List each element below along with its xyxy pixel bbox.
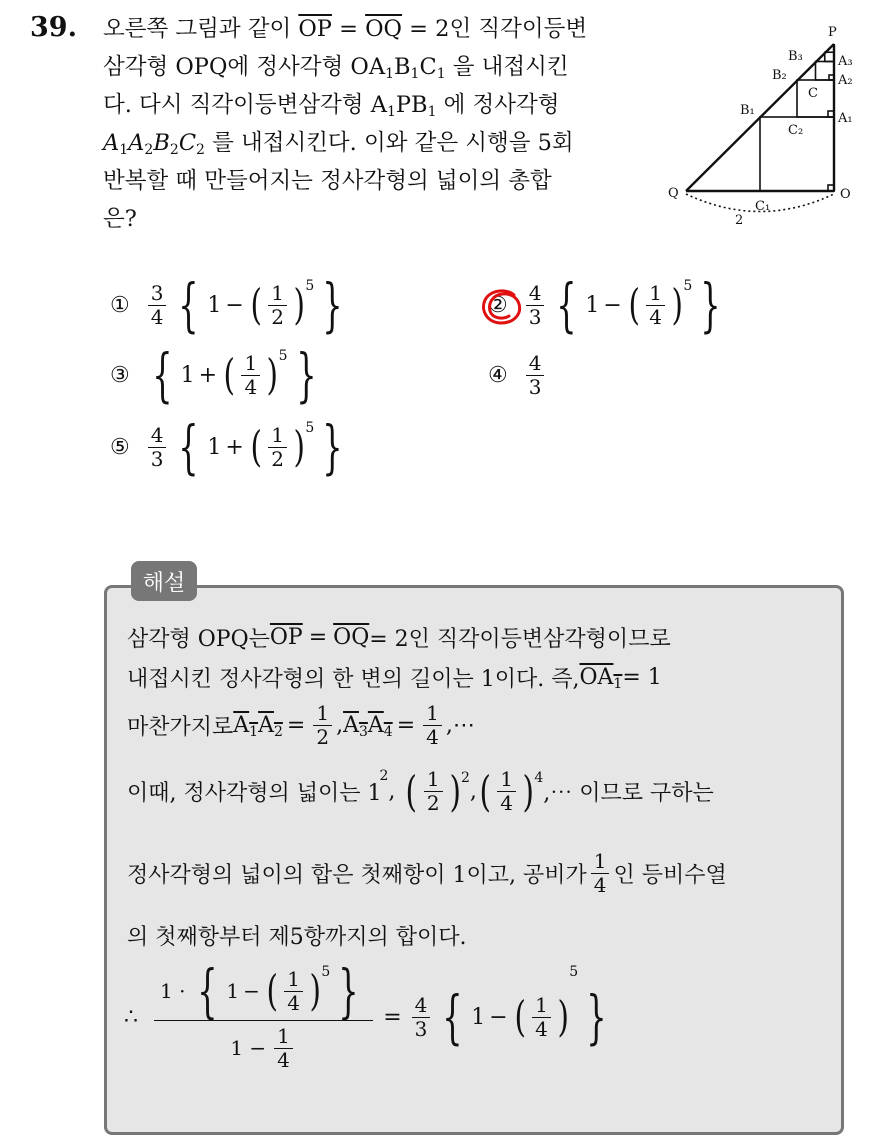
choice-mark: ② (488, 292, 508, 318)
denominator: 4 (500, 791, 513, 815)
one: 1 (585, 292, 600, 318)
left-brace: { (197, 957, 219, 1025)
choice-mark: ① (110, 292, 130, 318)
left-brace: { (442, 983, 463, 1051)
denominator: 3 (528, 375, 542, 399)
numerator: 4 (412, 994, 431, 1018)
left-paren: ( (514, 992, 526, 1041)
choice-mark: ③ (110, 362, 130, 388)
solution-tag: 해설 (131, 561, 197, 601)
one: 1 (180, 362, 195, 388)
question-line-2 (103, 48, 648, 86)
subscript: 1 (119, 142, 129, 158)
fraction-half (424, 768, 443, 815)
q-text-span: 를 내접시킨다. 이와 같은 시행을 5회 (212, 130, 574, 156)
sol-text: 의 첫째항부터 제5항까지의 합이다. (127, 925, 467, 950)
numerator: 1 (268, 282, 287, 306)
right-brace: } (586, 983, 607, 1051)
equals-sign: = (383, 1004, 402, 1030)
question-line-4 (103, 124, 648, 162)
coef-fraction (526, 282, 545, 329)
fraction-quarter (497, 768, 516, 815)
right-brace: } (700, 271, 721, 339)
subscript: 1 (436, 66, 446, 82)
square-3 (816, 62, 835, 81)
left-paren: ( (250, 422, 262, 471)
exponent: 5 (683, 278, 693, 294)
left-brace: { (178, 271, 200, 339)
operator: − (243, 978, 260, 1003)
right-paren: ) (522, 766, 534, 816)
subscript: 2 (169, 142, 179, 158)
left-paren: ( (266, 966, 278, 1015)
sol-text: 인 등비수열 (613, 863, 727, 888)
denominator: 4 (535, 1016, 548, 1041)
exponent: 4 (534, 770, 544, 786)
operator: − (603, 292, 622, 318)
label-a3: A₃ (838, 54, 853, 69)
denominator: 4 (426, 725, 439, 749)
sol-text: A (258, 713, 274, 738)
choice-mark: ④ (488, 363, 508, 388)
solution-line-1 (127, 622, 671, 653)
denominator: 2 (271, 446, 284, 471)
choice-3[interactable] (110, 341, 324, 409)
sol-text: A (367, 713, 384, 738)
solution-line-5 (127, 850, 727, 897)
right-paren: ) (557, 992, 569, 1041)
right-paren: ) (293, 422, 305, 471)
question-number: 39. (30, 12, 77, 43)
denominator: 4 (287, 990, 300, 1015)
left-paren: ( (479, 766, 491, 816)
fraction-quarter (284, 968, 303, 1015)
brace-group (170, 271, 351, 339)
denominator: 4 (593, 873, 607, 897)
fraction-quarter (532, 994, 551, 1041)
fraction-quarter (591, 850, 610, 897)
denominator: 4 (244, 374, 258, 399)
subscript: 1 (386, 104, 396, 120)
right-brace: } (338, 957, 359, 1025)
left-paren: ( (628, 280, 640, 329)
label-a1: A₁ (838, 111, 853, 126)
subscript: 1 (249, 724, 259, 740)
brace-group (170, 413, 351, 481)
numerator: 1 (646, 282, 665, 306)
question-line-5: 반복할 때 만들어지는 정사각형의 넓이의 총합 (103, 168, 552, 194)
sol-text: = 2인 직각이등변삼각형이므로 (369, 627, 671, 652)
sol-text: 마찬가지로 (127, 715, 234, 740)
solution-line-4 (127, 768, 714, 815)
operator: − (225, 292, 244, 318)
q-text-span: = 2인 직각이등변 (402, 16, 588, 42)
subscript: 4 (383, 724, 393, 740)
q-text-span: 을 내접시킨 (452, 54, 569, 80)
subscript: 2 (144, 142, 154, 158)
one: 1 (226, 978, 240, 1003)
big-numerator (154, 957, 373, 1025)
q-text-span: A (128, 130, 145, 156)
label-p: P (828, 25, 837, 40)
q-text-span: PB (395, 92, 428, 118)
solution-line-6 (127, 920, 467, 951)
left-paren: ( (250, 280, 262, 329)
sol-text: A (343, 713, 359, 738)
right-brace: } (322, 271, 343, 339)
exponent: 2 (460, 770, 470, 786)
question-text (103, 10, 648, 238)
label-b2: B₂ (772, 68, 787, 83)
numerator: 4 (148, 424, 167, 448)
choice-mark: ⑤ (110, 434, 130, 460)
fraction-quarter (423, 702, 442, 749)
right-paren: ) (293, 280, 305, 329)
denominator: 3 (414, 1016, 428, 1041)
sol-text: = (308, 625, 328, 650)
exponent: 5 (569, 964, 579, 980)
segment-a3a4 (343, 713, 393, 738)
sol-text: OA (579, 665, 614, 690)
left-paren: ( (223, 350, 236, 399)
q-text-span: C (419, 54, 437, 80)
right-paren: ) (449, 766, 461, 816)
one: 1 (207, 292, 222, 318)
answer-circle-mark (480, 287, 526, 327)
numerator: 1 (532, 994, 551, 1018)
exponent: 5 (305, 278, 315, 294)
question-line-6: 은? (103, 206, 137, 232)
segment-a1a2 (233, 713, 283, 738)
label-b3: B₃ (788, 49, 803, 64)
right-angle-mark-a2 (829, 75, 834, 80)
label-q: Q (668, 186, 679, 201)
denominator: 2 (271, 304, 284, 329)
numerator: 1 (274, 1025, 293, 1049)
subscript: 2 (273, 724, 283, 740)
right-paren: ) (266, 350, 279, 399)
label-b1: B₁ (740, 103, 755, 118)
subscript: 1 (613, 676, 623, 692)
big-denominator (227, 1021, 300, 1072)
denominator: 3 (150, 446, 164, 471)
coef-fraction (526, 352, 545, 399)
sol-text: 내접시킨 정사각형의 한 변의 길이는 1이다. 즉, (127, 667, 580, 692)
brace-group (144, 341, 325, 409)
base-fraction (268, 424, 287, 471)
numerator: 4 (526, 352, 545, 376)
therefore-symbol: ∴ (124, 1004, 138, 1030)
triangle-figure (660, 14, 875, 229)
sol-text: 정사각형의 넓이의 합은 첫째항이 1이고, 공비가 (127, 863, 587, 888)
operator: − (489, 1004, 508, 1030)
operator: + (225, 434, 244, 460)
sol-text: , (469, 779, 477, 804)
sol-text: = (286, 713, 306, 738)
subscript: 1 (427, 104, 437, 120)
numerator: 1 (497, 768, 516, 792)
q-text-span: 오른쪽 그림과 같이 (103, 16, 299, 42)
sol-text: 이때, 정사각형의 넓이는 1 (127, 781, 382, 806)
segment-op: $\overline{OP}$ (269, 625, 303, 650)
fraction-quarter (274, 1025, 293, 1072)
label-a2: A₂ (838, 73, 853, 88)
right-paren: ) (309, 966, 321, 1015)
right-brace: } (295, 341, 317, 409)
sol-text: 삼각형 OPQ는 (127, 627, 270, 652)
label-c: C (808, 86, 818, 101)
right-paren: ) (671, 280, 683, 329)
denominator: 4 (277, 1048, 290, 1072)
numerator: 3 (148, 282, 167, 306)
choice-1[interactable] (110, 271, 351, 339)
fraction-half (313, 702, 332, 749)
solution-line-3 (127, 702, 475, 749)
base-fraction (241, 352, 260, 399)
numerator: 1 (313, 702, 332, 726)
q-text-span: B (153, 130, 170, 156)
q-text-span: C (178, 130, 197, 156)
denominator: 2 (316, 725, 330, 749)
sol-text: 1 − (230, 1036, 267, 1060)
brace-group (548, 271, 729, 339)
q-text-span: 에 정사각형 (443, 92, 560, 118)
numerator: 1 (284, 968, 303, 992)
q-text-span: 다. 다시 직각이등변삼각형 A (103, 92, 387, 118)
left-brace: { (152, 341, 173, 409)
label-base-length: 2 (735, 213, 744, 228)
exponent: 2 (379, 768, 389, 784)
denominator: 4 (150, 304, 164, 329)
sol-text: = 1 (622, 665, 662, 690)
label-c1: C₁ (755, 199, 771, 214)
sol-text: , (336, 713, 344, 738)
numerator: 4 (526, 282, 545, 306)
numerator: 1 (423, 702, 442, 726)
subscript: 1 (385, 66, 394, 82)
left-paren: ( (405, 766, 418, 816)
sol-text: ,⋯ 이므로 구하는 (543, 781, 714, 806)
label-c2: C₂ (788, 123, 804, 138)
sol-text: ,⋯ (445, 713, 475, 738)
subscript: 1 (410, 66, 420, 82)
segment-oq: $\overline{OQ}$ (365, 16, 403, 42)
label-o: O (840, 187, 851, 202)
q-text-span: B (394, 54, 411, 80)
left-brace: { (556, 271, 578, 339)
one: 1 (207, 434, 222, 460)
q-text-span: = (331, 16, 366, 42)
q-text-span: A (103, 130, 120, 156)
one: 1 (471, 1004, 486, 1030)
square-4 (825, 52, 834, 61)
question-line-3 (103, 86, 648, 124)
operator: + (198, 362, 218, 388)
segment-op: $\overline{OP}$ (298, 16, 332, 42)
subscript: 2 (196, 142, 205, 158)
solution-formula (124, 957, 615, 1072)
exponent: 5 (305, 420, 315, 436)
exponent: 5 (321, 964, 331, 980)
denominator: 4 (649, 304, 662, 329)
choice-4[interactable] (488, 352, 548, 399)
sol-text: A (233, 713, 250, 738)
coef-fraction (148, 424, 167, 471)
coef-fraction (412, 994, 431, 1041)
question-line-1 (103, 10, 648, 48)
choice-5[interactable] (110, 413, 351, 481)
exponent: 5 (278, 348, 288, 364)
denominator: 2 (426, 791, 440, 815)
base-fraction (268, 282, 287, 329)
numerator: 1 (241, 352, 260, 376)
numerator: 1 (591, 850, 610, 874)
right-brace: } (322, 413, 343, 481)
sol-text: = (396, 713, 416, 738)
base-fraction (646, 282, 665, 329)
segment-oa1 (579, 665, 622, 690)
q-text-span: 삼각형 OPQ에 정사각형 OA (103, 54, 386, 80)
left-brace: { (178, 413, 200, 481)
subscript: 3 (358, 724, 368, 740)
coef-fraction (148, 282, 167, 329)
numerator: 1 (424, 768, 443, 792)
sol-text: , (388, 779, 396, 804)
sol-text: 1 · (160, 978, 186, 1003)
big-fraction (154, 957, 373, 1072)
denominator: 3 (528, 304, 542, 329)
solution-line-2 (127, 662, 662, 693)
numerator: 1 (268, 424, 287, 448)
segment-oq: $\overline{OQ}$ (333, 625, 370, 650)
